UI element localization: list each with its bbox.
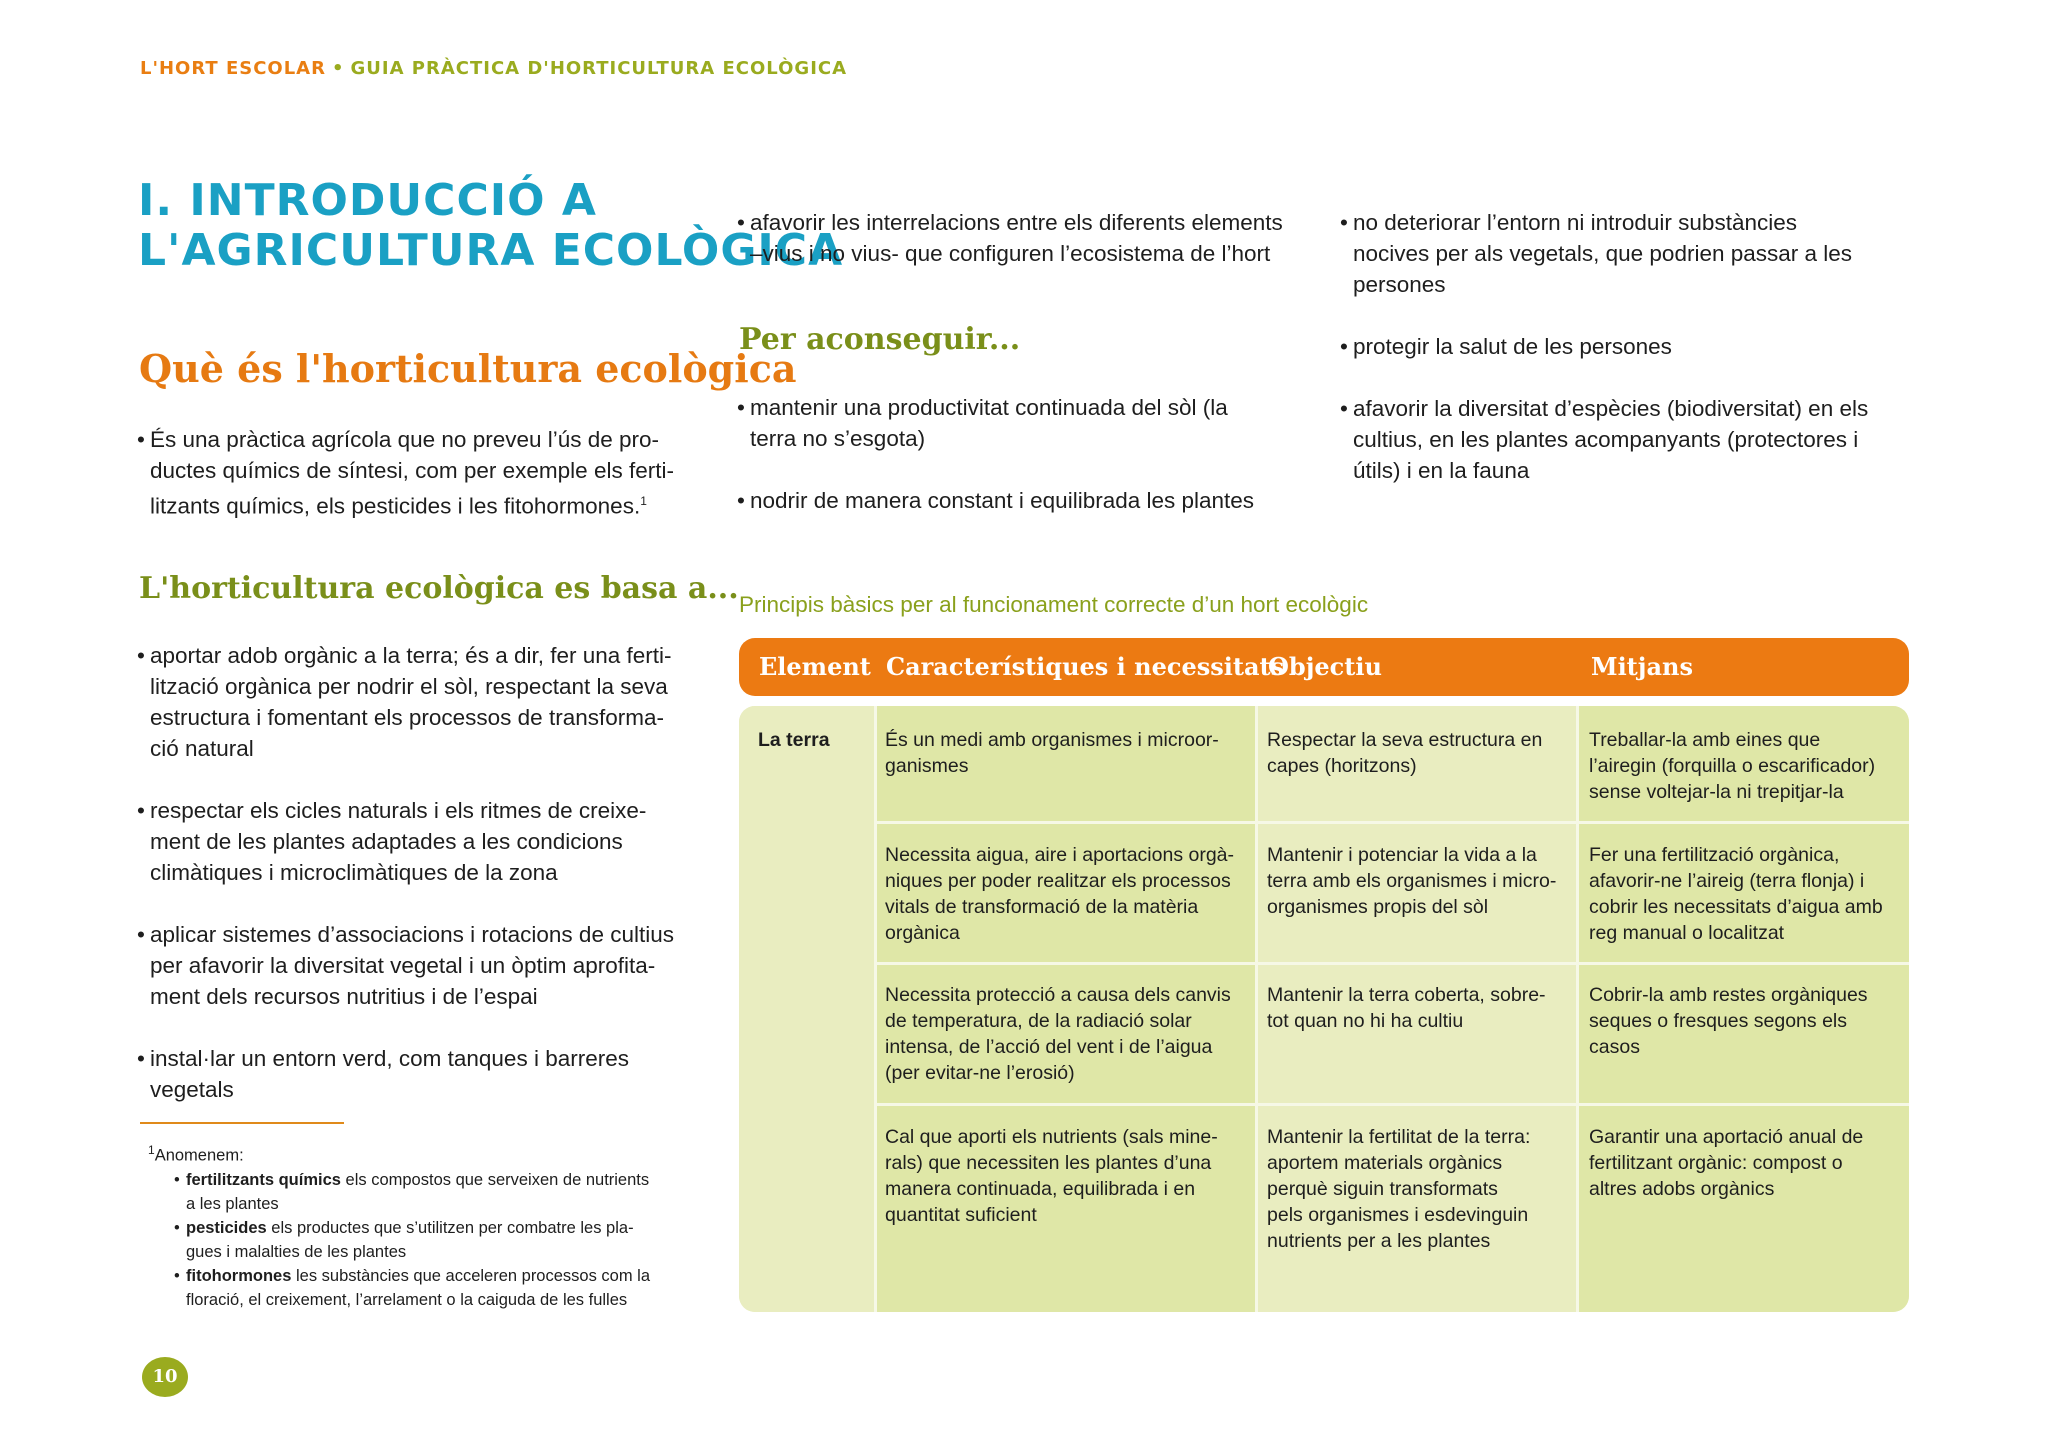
list-item: • afavorir les interrelacions entre els diferents elements –vius i no vius- que configuren l’ecosistema de l’hort	[737, 207, 1317, 269]
chapter-title-line-2: L'AGRICULTURA ECOLÒGICA	[138, 225, 844, 276]
page-number: 10	[142, 1357, 188, 1397]
chapter-title-line-1: I. INTRODUCCIÓ A	[138, 175, 597, 226]
table-row-1-means: Treballar-la amb eines que l’airegin (forquilla o escarificador) sense voltejar-la ni trepitjar-la	[1589, 729, 1876, 803]
footnote-intro: Anomenem:	[154, 1146, 244, 1165]
footnote-divider	[140, 1122, 344, 1124]
column-divider	[1576, 706, 1579, 1312]
footnote-item: • fitohormones les substàncies que acceleren processos com la floració, el creixement, l’arrelament o la caiguda de les fulles	[174, 1264, 708, 1312]
table-row-1-objective: Respectar la seva estructura en capes (horitzons)	[1267, 729, 1543, 777]
table-row-4-means: Garantir una aportació anual de fertilitzant orgànic: compost o altres adobs orgànics	[1589, 1126, 1864, 1200]
table-row-3-means: Cobrir-la amb restes orgàniques seques o fresques segons els casos	[1589, 984, 1868, 1058]
column-2-top	[737, 207, 1317, 269]
column-header-objective: Objectiu	[1268, 652, 1382, 681]
table-row-4-characteristics: Cal que aporti els nutrients (sals mine- rals) que necessiten les plantes d’una manera continuada, equilibrada i en quantitat suficient	[885, 1126, 1218, 1226]
column-3-list	[1340, 207, 1940, 486]
table-caption: Principis bàsics per al funcionament correcte d’un hort ecològic	[739, 592, 1369, 617]
table-cell-element: La terra	[758, 729, 830, 751]
section-to-achieve-list	[737, 392, 1317, 516]
running-head-subtitle: GUIA PRÀCTICA D'HORTICULTURA ECOLÒGICA	[350, 58, 848, 79]
list-item: • no deteriorar l’entorn ni introduir substàncies nocives per als vegetals, que podrien passar a les persones	[1340, 207, 1940, 300]
list-item: • aportar adob orgànic a la terra; és a dir, fer una ferti- lització orgànica per nodrir el sòl, respectant la seva estructura i fomentant els processos de transforma- ció natural	[137, 640, 727, 764]
table-row-1-characteristics: És un medi amb organismes i microor- ganismes	[885, 729, 1219, 777]
row-divider	[874, 962, 1909, 965]
running-head	[140, 58, 847, 79]
list-item: • afavorir la diversitat d’espècies (biodiversitat) en els cultius, en les plantes acompanyants (protectores i útils) i en la fauna	[1340, 393, 1940, 486]
list-item: • respectar els cicles naturals i els ritmes de creixe- ment de les plantes adaptades a les condicions climàtiques i microclimàtiques de la zona	[137, 795, 727, 888]
section-what-is-title: Què és l'horticultura ecològica	[139, 346, 797, 391]
list-item: • És una pràctica agrícola que no preveu l’ús de pro- ductes químics de síntesi, com per exemple els ferti- litzants químics, els pesticides i les fitohormones.$^1$	[137, 424, 717, 522]
section-what-is-body	[137, 424, 717, 522]
section-to-achieve-title: Per aconseguir...	[739, 322, 1021, 357]
table-row-2-characteristics: Necessita aigua, aire i aportacions orgà- niques per poder realitzar els processos vitals de transformació de la matèria orgànica	[885, 844, 1235, 944]
column-header-means: Mitjans	[1591, 652, 1693, 681]
list-item: • protegir la salut de les persones	[1340, 331, 1940, 362]
footnote-item: • fertilitzants químics els compostos que serveixen de nutrients a les plantes	[174, 1168, 708, 1216]
column-divider	[1255, 706, 1258, 1312]
list-item: • instal·lar un entorn verd, com tanques i barreres vegetals	[137, 1043, 727, 1105]
list-item: • nodrir de manera constant i equilibrada les plantes	[737, 485, 1317, 516]
row-divider	[874, 821, 1909, 824]
table-body	[739, 706, 1909, 1312]
chapter-title	[138, 175, 844, 276]
table-row-3-characteristics: Necessita protecció a causa dels canvis de temperatura, de la radiació solar intensa, de l’acció del vent i de l’aigua (per evitar-ne l’erosió)	[885, 984, 1231, 1084]
footnote-reference: 1	[640, 494, 647, 508]
column-element-bg	[739, 706, 874, 1312]
running-head-separator: •	[331, 58, 345, 79]
row-divider	[874, 1103, 1909, 1106]
table-row-2-objective: Mantenir i potenciar la vida a la terra amb els organismes i micro- organismes propis del sòl	[1267, 844, 1557, 918]
running-head-title: L'HORT ESCOLAR	[140, 58, 326, 79]
list-item: • aplicar sistemes d’associacions i rotacions de cultius per afavorir la diversitat vegetal i un òptim aprofita- ment dels recursos nutritius i de l’espai	[137, 919, 727, 1012]
table-row-2-means: Fer una fertilització orgànica, afavorir-ne l’aireig (terra flonja) i cobrir les necessitats d’aigua amb reg manual o localitzat	[1589, 844, 1883, 944]
section-based-on-list	[137, 640, 727, 1105]
column-header-characteristics: Característiques i necessitats	[886, 652, 1285, 681]
table-row-4-objective: Mantenir la fertilitat de la terra: aportem materials orgànics perquè siguin transformats pels organismes i esdevinguin nutrients per a les plantes	[1267, 1126, 1531, 1252]
table-row-3-objective: Mantenir la terra coberta, sobre- tot quan no hi ha cultiu	[1267, 984, 1546, 1032]
column-divider	[874, 706, 877, 1312]
table-header	[739, 638, 1909, 696]
list-item: • mantenir una productivitat continuada del sòl (la terra no s’esgota)	[737, 392, 1317, 454]
section-based-on-title: L'horticultura ecològica es basa a...	[139, 571, 739, 606]
footnote	[148, 1138, 708, 1312]
column-header-element: Element	[759, 652, 871, 681]
footnote-item: • pesticides els productes que s’utilitzen per combatre les pla- gues i malalties de les plantes	[174, 1216, 708, 1264]
footnote-number: 1	[148, 1143, 155, 1157]
